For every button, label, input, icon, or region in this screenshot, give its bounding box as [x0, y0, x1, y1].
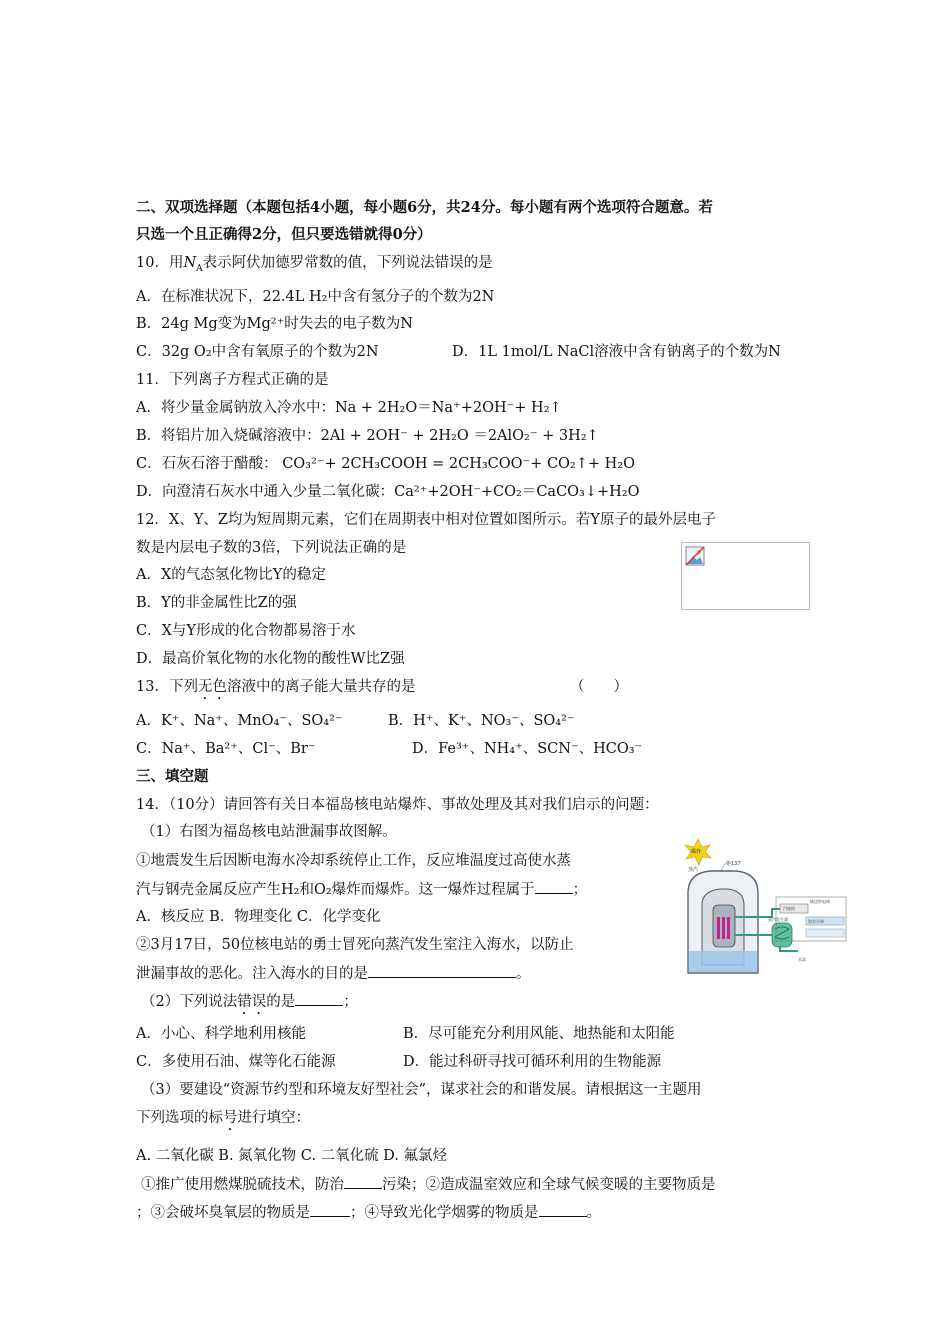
q14-part3-line2: 下列选项的标号进行填空：	[136, 1110, 310, 1126]
q14-part2-stem: （2）下列说法错误的是 ；	[141, 991, 358, 1018]
q11-option-b: B．将铝片加入烧碱溶液中：2Al + 2OH⁻ + 2H₂O ＝2AlO₂⁻ + 3H₂↑	[136, 428, 599, 444]
broken-image-icon	[685, 546, 707, 568]
q11-stem: 11．下列离子方程式正确的是	[136, 372, 329, 388]
q14-part2-option-c: C．多使用石油、煤等化石能源	[136, 1054, 336, 1070]
q10-option-c: C．32g O₂中含有氧原子的个数为2N	[136, 344, 379, 360]
label-grid: 输送给电网	[810, 899, 830, 904]
q13-stem: 13．下列无色溶液中的离子能大量共存的是	[136, 679, 416, 695]
label-pump: 水泵	[798, 957, 806, 962]
label-cesium: 铯137	[726, 861, 741, 867]
q14-part1-i-line2: 汽与钢壳金属反应产生H₂和O₂爆炸而爆炸。这一爆炸过程属于 ；	[136, 879, 587, 900]
q14-stem: 14．（10分）请回答有关日本福岛核电站爆炸、事故处理及其对我们启示的问题：	[136, 797, 659, 813]
q11-option-c: C．石灰石溶于醋酸： CO₃²⁻+ 2CH₃COOH = 2CH₃COO⁻+ CO₂↑+ H₂O	[136, 456, 635, 472]
q12-option-a: A．X的气态氢化物比Y的稳定	[136, 567, 326, 583]
section-2-title-line1: 二、双项选择题（本题包括4小题，每小题6分，共24分。每小题有两个选项符合题意。若	[136, 199, 713, 216]
q10-stem: 10．用$N_A$表示阿伏加德罗常数的值，下列说法错误的是	[136, 255, 493, 274]
fukushima-diagram	[680, 833, 848, 978]
q14-part1-ii-line2: 泄漏事故的恶化。注入海水的目的是 。	[136, 963, 531, 984]
q10-option-d: D．1L 1mol/L NaCl溶液中含有钠离子的个数为N	[452, 344, 781, 360]
q14-part3-q2: ；③会破坏臭氧层的物质是 ；④导致光化学烟雾的物质是 。	[136, 1202, 601, 1223]
q12-periodic-table-figure	[681, 542, 810, 610]
q14-part2-option-b: B．尽可能充分利用风能、地热能和太阳能	[403, 1026, 675, 1042]
q14-part2-option-d: D．能过科研寻找可循环利用的生物能源	[403, 1054, 662, 1070]
q14-part1-ii-line1: ②3月17日，50位核电站的勇士冒死向蒸汽发生室注入海水，以防止	[136, 937, 574, 953]
reactor-illustration	[680, 833, 848, 978]
q13-option-b: B．H⁺、K⁺、NO₃⁻、SO₄²⁻	[388, 713, 575, 729]
q10-option-a: A．在标准状况下，22.4L H₂中含有氢分子的个数为2N	[136, 289, 495, 305]
label-steam-generator: 蒸汽发生器	[768, 917, 788, 922]
q14-part3-options: A. 二氧化碳 B. 氮氧化物 C. 二氧化硫 D. 氟氯烃	[136, 1148, 448, 1164]
q13-option-a: A．K⁺、Na⁺、MnO₄⁻、SO₄²⁻	[136, 713, 343, 729]
answer-blank	[539, 1202, 587, 1217]
q13-answer-paren: （ ）	[570, 679, 628, 695]
answer-blank	[535, 879, 573, 894]
q14-part1-i-line1: ①地震发生后因断电海水冷却系统停止工作，反应堆温度过高使水蒸	[136, 853, 571, 869]
q14-part3-line1: （3）要建设“资源节约型和环境友好型社会”，谋求社会的和谐发展。请根据这一主题用	[141, 1082, 702, 1098]
q11-option-d: D．向澄清石灰水中通入少量二氧化碳：Ca²⁺+2OH⁻+CO₂＝CaCO₃↓+H₂O	[136, 484, 640, 500]
q12-option-c: C．X与Y形成的化合物都易溶于水	[136, 623, 356, 639]
q13-option-c: C．Na⁺、Ba²⁺、Cl⁻、Br⁻	[136, 741, 316, 757]
q12-stem-line2: 数是内层电子数的3倍，下列说法正确的是	[136, 540, 407, 556]
q14-part1-options: A．核反应 B．物理变化 C．化学变化	[136, 909, 381, 925]
label-steam: 蒸汽	[688, 867, 699, 873]
q12-option-b: B．Y的非金属性比Z的强	[136, 595, 297, 611]
answer-blank	[295, 991, 343, 1006]
label-explosion: 爆炸	[691, 849, 702, 855]
q11-option-a: A．将少量金属钠放入冷水中：Na + 2H₂O＝Na⁺+2OH⁻+ H₂↑	[136, 400, 562, 416]
q14-part1: （1）右图为福岛核电站泄漏事故图解。	[141, 824, 397, 840]
q12-option-d: D．最高价氧化物的水化物的酸性W比Z强	[136, 651, 405, 667]
q13-option-d: D．Fe³⁺、NH₄⁺、SCN⁻、HCO₃⁻	[412, 741, 643, 757]
label-turbine: 汽轮机	[783, 906, 795, 911]
q12-stem-line1: 12．X、Y、Z均为短周期元素，它们在周期表中相对位置如图所示。若Y原子的最外层电子	[136, 512, 716, 528]
answer-blank	[310, 1202, 350, 1217]
q10-option-b: B．24g Mg变为Mg²⁺时失去的电子数为N	[136, 316, 413, 332]
q14-part3-q1: ①推广使用燃煤脱硫技术，防治 污染；②造成温室效应和全球气候变暖的主要物质是	[141, 1174, 716, 1195]
section-3-title: 三、填空题	[136, 768, 209, 785]
answer-blank	[368, 963, 516, 978]
answer-blank	[344, 1174, 382, 1189]
q14-part2-option-a: A．小心、科学地利用核能	[136, 1026, 306, 1042]
section-2-title-line2: 只选一个且正确得2分，但只要选错就得0分）	[136, 226, 432, 243]
label-cooling: 海水冷却	[808, 919, 824, 924]
